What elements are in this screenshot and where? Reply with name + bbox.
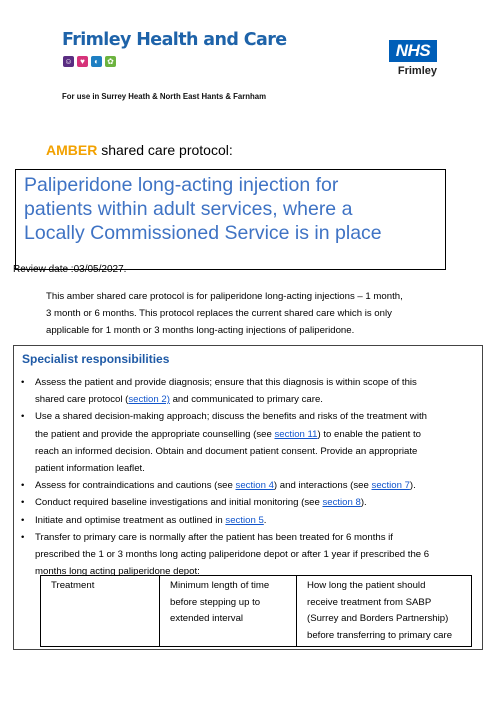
bullet-icon: • [21, 497, 25, 509]
review-date: Review date :03/05/2027. [13, 264, 127, 275]
title-line: patients within adult services, where a [24, 198, 353, 220]
cell-text: before stepping up to [170, 596, 261, 608]
transfer-table [40, 575, 472, 647]
protocol-heading-text: shared care protocol: [97, 142, 233, 158]
specialist-heading: Specialist responsibilities [22, 352, 170, 366]
title-line: Paliperidone long-acting injection for [24, 174, 339, 196]
bullet-icon: • [21, 514, 25, 526]
list-item [21, 529, 476, 581]
cell-text: extended interval [170, 613, 244, 624]
text-run: Conduct required baseline investigations and initial monitoring (see [35, 497, 323, 509]
table-header-cell [160, 576, 297, 647]
list-item-text: Use a shared decision-making approach; discuss the benefits and risks of the treatment with [35, 411, 427, 423]
list-item-text: Assess the patient and provide diagnosis; ensure that this diagnosis is within scope of this [35, 377, 417, 388]
text-run: shared care protocol ( [35, 394, 129, 406]
people-icon: ☺ [64, 57, 73, 66]
list-item-text: reach an informed decision. Obtain and document patient consent. Provide an appropriate [35, 445, 418, 457]
list-item [21, 512, 476, 529]
list-item-text [35, 477, 476, 494]
list-item-text [35, 426, 476, 443]
cell-text: before transferring to primary care [307, 629, 453, 641]
section-7-link[interactable]: section 7 [371, 480, 410, 492]
text-run: Initiate and optimise treatment as outlined in [35, 514, 226, 526]
list-item [21, 477, 476, 494]
section-8-link[interactable]: section 8 [322, 497, 361, 509]
text-run: . [263, 514, 267, 526]
list-item-text [35, 494, 476, 511]
cell-text: How long the patient should [307, 580, 426, 591]
text-run: ) and interactions (see [273, 480, 372, 492]
amber-label: AMBER [46, 142, 98, 158]
intro-line: 3 month or 6 months. This protocol replaces the current shared care which is only [46, 308, 392, 319]
list-item-text: Transfer to primary care is normally after the patient has been treated for 6 months if [35, 531, 393, 543]
table-header-cell [297, 576, 472, 647]
intro-line: This amber shared care protocol is for paliperidone long-acting injections – 1 month, [46, 291, 403, 302]
intro-paragraph [46, 288, 466, 339]
list-item [21, 408, 476, 477]
text-run: Assess for contraindications and cautions (see [35, 480, 236, 492]
title-line: Locally Commissioned Service is in place [24, 222, 382, 244]
list-item-text: months long acting paliperidone depot: [35, 566, 200, 578]
nhs-logo: NHS [389, 40, 437, 62]
specialist-responsibilities-box [13, 345, 483, 650]
section-2-link[interactable]: section 2) [128, 394, 170, 406]
table-row [41, 576, 472, 647]
text-run: the patient and provide the appropriate counselling (see [35, 428, 275, 440]
bullet-icon: • [21, 377, 25, 388]
org-name: Frimley Health and Care [62, 30, 287, 50]
section-11-link[interactable]: section 11 [274, 428, 318, 440]
bullet-icon: • [21, 531, 25, 543]
nhs-trust-name: Frimley [397, 65, 437, 77]
mind-icon: ◐ [91, 56, 102, 67]
cell-text: Treatment [51, 580, 95, 591]
cell-text: Minimum length of time [170, 580, 270, 591]
section-5-link[interactable]: section 5 [225, 514, 264, 526]
list-item-text: patient information leaflet. [35, 463, 145, 475]
list-item-text [35, 512, 476, 529]
text-run: ). [360, 497, 367, 509]
cell-text: receive treatment from SABP [307, 596, 432, 608]
intro-line: applicable for 1 month or 3 months long-acting injections of paliperidone. [46, 325, 355, 336]
bullet-icon: • [21, 480, 25, 492]
text-run: ) to enable the patient to [317, 428, 421, 440]
heart-icon: ♥ [77, 56, 88, 67]
list-item [21, 494, 476, 511]
table-header-cell [41, 576, 160, 647]
list-item [21, 374, 476, 408]
list-item-text [35, 391, 476, 408]
usage-scope: For use in Surrey Heath & North East Hants & Farnham [62, 92, 267, 101]
protocol-heading [46, 142, 233, 158]
document-title-box [15, 169, 446, 270]
care-icon: ✿ [105, 56, 116, 67]
list-item-text: prescribed the 1 or 3 months long acting paliperidone depot or after 1 year if prescribed the 6 [35, 549, 430, 561]
bullet-icon: • [21, 411, 25, 423]
text-run: and communicated to primary care. [169, 394, 323, 406]
section-4-link[interactable]: section 4 [235, 480, 274, 492]
cell-text: (Surrey and Borders Partnership) [307, 613, 449, 624]
text-run: ). [409, 480, 416, 492]
responsibility-list [21, 374, 476, 580]
